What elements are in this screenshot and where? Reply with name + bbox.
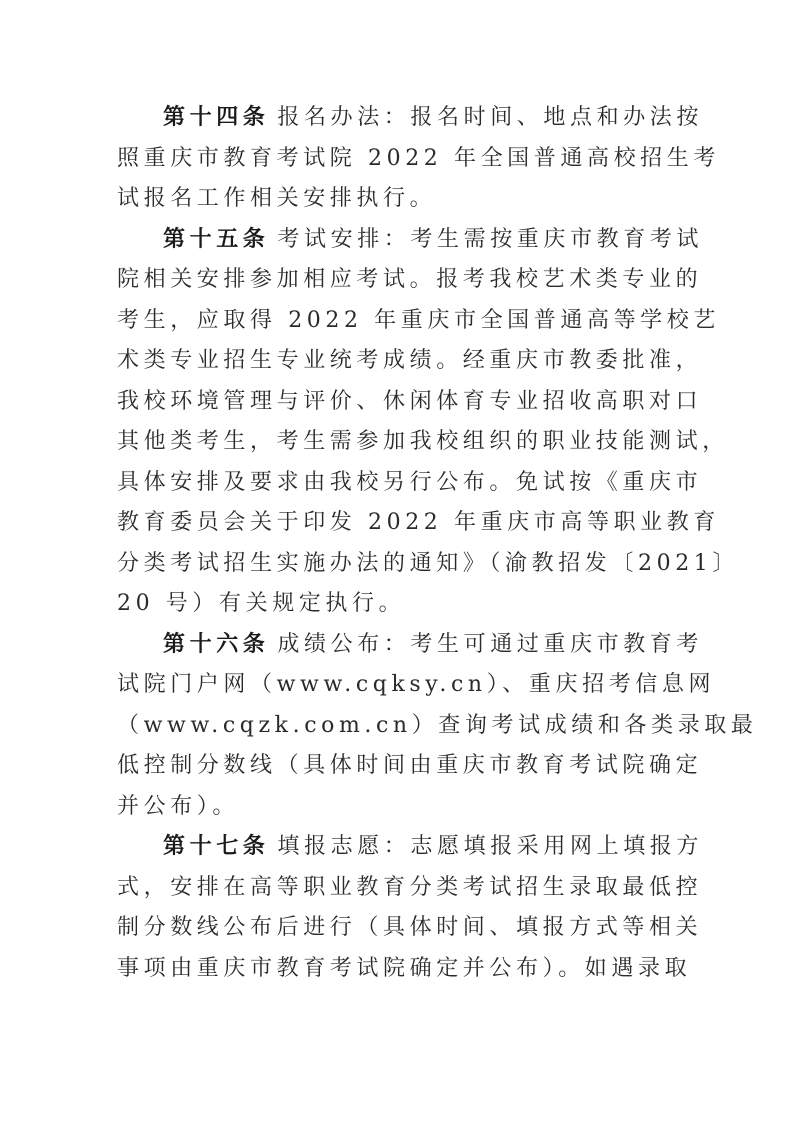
article-heading: 第十七条 [163, 834, 270, 859]
text-line: （www.cqzk.com.cn）查询考试成绩和各类录取最 [117, 712, 758, 738]
text-line: 院相关安排参加相应考试。报考我校艺术类专业的 [117, 267, 703, 292]
text-line: 教育委员会关于印发 2022 年重庆市高等职业教育 [117, 510, 720, 535]
text-line: 其他类考生，考生需参加我校组织的职业技能测试， [117, 429, 729, 454]
article-16 [117, 625, 758, 828]
text-line: 制分数线公布后进行（具体时间、填报方式等相关 [117, 915, 703, 940]
article-14 [117, 98, 720, 220]
text-line: 照重庆市教育考试院 2022 年全国普通高校招生考 [117, 145, 720, 171]
text-line: 具体安排及要求由我校另行公布。免试按《重庆市 [117, 469, 703, 495]
article-heading: 第十五条 [163, 226, 270, 252]
article-15 [117, 220, 739, 625]
text-line [117, 98, 704, 139]
article-heading: 第十四条 [163, 105, 270, 130]
article-text: 成绩公布：考生可通过重庆市教育考 [277, 631, 704, 657]
article-heading: 第十六条 [163, 631, 270, 657]
text-line: 我校环境管理与评价、休闲体育专业招收高职对口 [117, 388, 703, 414]
text-line: 术类专业招生专业统考成绩。经重庆市教委批准， [117, 348, 703, 373]
text-line: 20 号）有关规定执行。 [117, 591, 406, 616]
article-text: 填报志愿：志愿填报采用网上填报方 [277, 834, 704, 859]
article-17 [117, 827, 704, 989]
document-body [117, 98, 758, 989]
text-line: 事项由重庆市教育考试院确定并公布）。如遇录取 [117, 955, 692, 981]
text-line: 试报名工作相关安排执行。 [117, 186, 437, 211]
article-text: 考试安排：考生需按重庆市教育考试 [277, 226, 704, 252]
article-text: 报名办法：报名时间、地点和办法按 [277, 105, 704, 130]
text-line: 式，安排在高等职业教育分类考试招生录取最低控 [117, 874, 703, 900]
text-line: 并公布）。 [117, 793, 240, 819]
text-line [117, 827, 704, 868]
text-line [117, 625, 704, 666]
text-line [117, 220, 704, 261]
text-line: 低控制分数线（具体时间由重庆市教育考试院确定 [117, 753, 703, 778]
text-line: 试院门户网（www.cqksy.cn）、重庆招考信息网 [117, 672, 716, 697]
text-line: 考生，应取得 2022 年重庆市全国普通高等学校艺 [117, 307, 720, 333]
text-line: 分类考试招生实施办法的通知》（渝教招发〔2021〕 [117, 550, 739, 576]
